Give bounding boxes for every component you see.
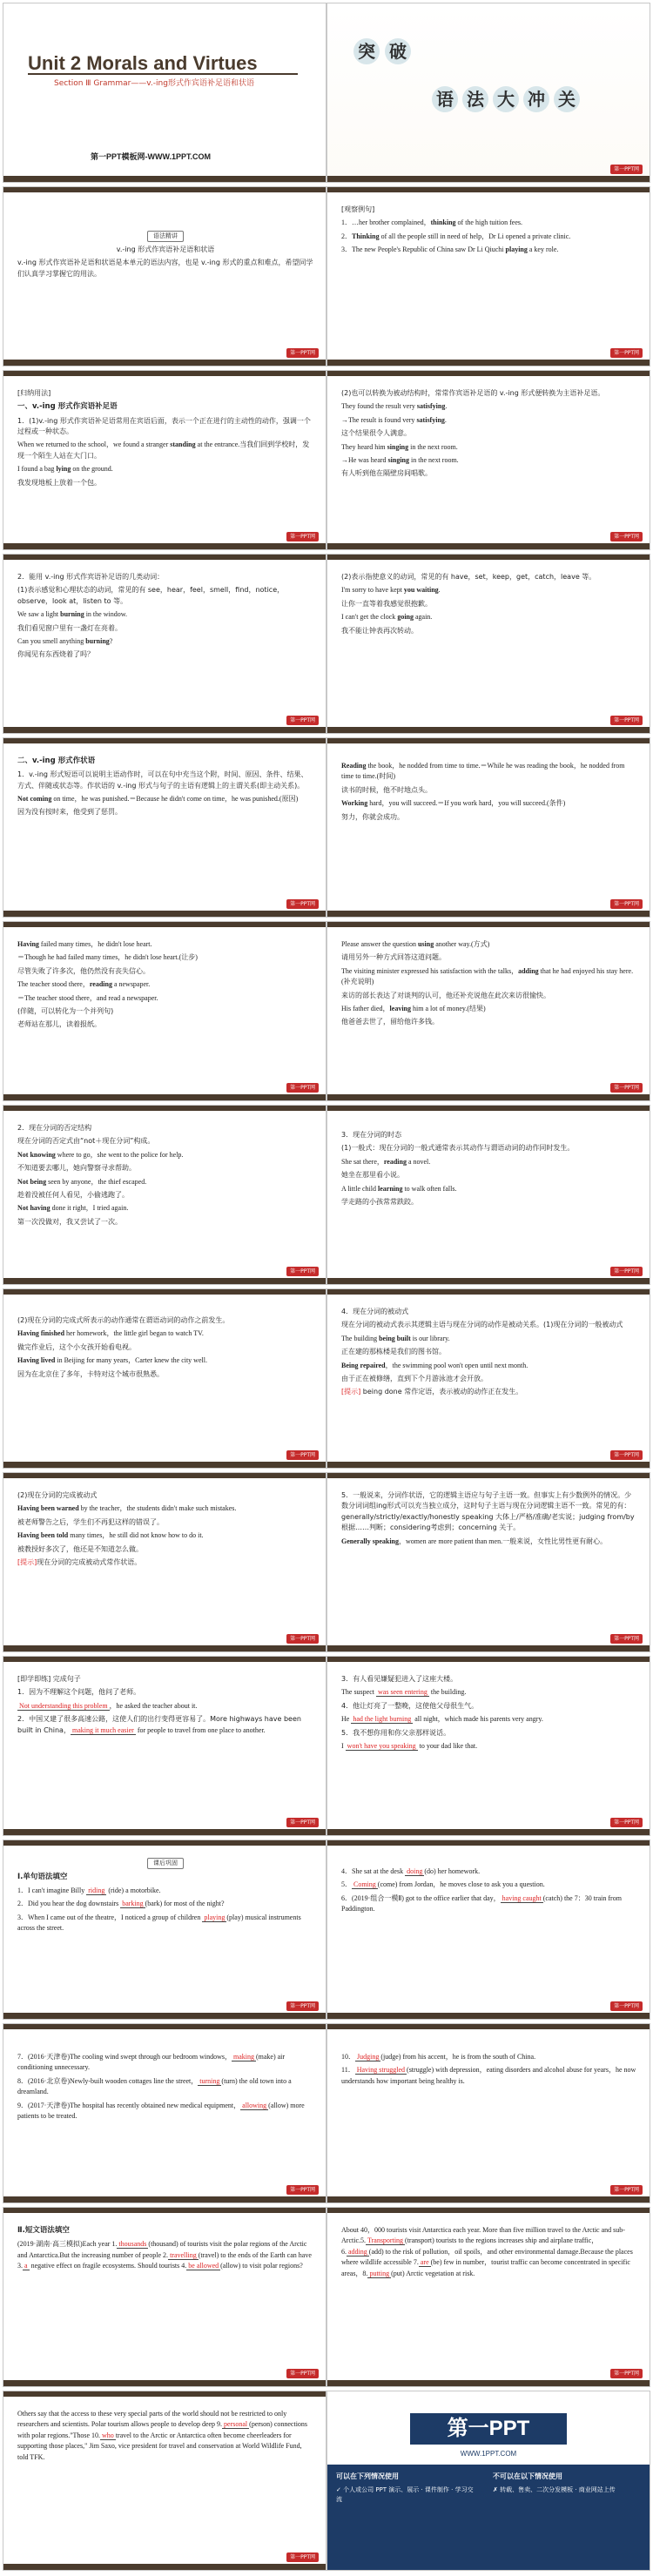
- example-sentence: 2．Thinking of all the people still in need of help，Dr Li opened a private clinic.: [341, 232, 571, 240]
- subheading: 一、v.-ing 形式作宾语补足语: [17, 402, 118, 412]
- char-circle: 破: [385, 38, 411, 64]
- translation: 因为在北京住了多年，卡特对这个城市很熟悉。: [17, 1369, 164, 1378]
- question: 2．中国又建了很多高速公路，这使人们的出行变得更容易了。More highways have been built in China， making it much easier for people to travel from one place to another.: [17, 1715, 301, 1734]
- hero-background: [327, 3, 650, 182]
- example-sentence: I found a bag lying on the ground.: [17, 465, 113, 474]
- bottom-bar: [327, 2196, 650, 2203]
- bottom-bar: [3, 2196, 326, 2203]
- bottom-bar: [3, 543, 326, 549]
- example-sentence: Being repaired，the swimming pool won't open until next month.: [341, 1361, 528, 1369]
- translation: 做完作业后，这个小女孩开始看电视。: [17, 1342, 136, 1351]
- example-sentence: Having failed many times，he didn't lose heart.: [17, 940, 152, 948]
- brand-tag: 第一PPT网: [610, 2369, 643, 2378]
- brand-tag: 第一PPT网: [610, 532, 643, 541]
- brand-tag: 第一PPT网: [286, 1818, 319, 1827]
- top-bar: [3, 2391, 326, 2397]
- translation: 让你一直等着我感觉很抱歉。: [341, 599, 432, 608]
- slide-usage-1: [3, 371, 326, 549]
- brand-tag: 第一PPT网: [286, 532, 319, 541]
- brand-tag: 第一PPT网: [610, 1450, 643, 1460]
- bottom-bar: [327, 1829, 650, 1835]
- top-bar: [327, 1657, 650, 1662]
- paragraph: 1．(1)v.-ing 形式作宾语补足语常用在宾语后面，表示一个正在进行的主动性的动作，强调一个过程或一种状态。: [17, 416, 311, 435]
- brand-tag: 第一PPT网: [286, 1083, 319, 1093]
- paragraph: (2)也可以转换为被动结构时，常常作宾语补足语的 v.-ing 形式便转换为主语补足语。: [341, 389, 605, 397]
- exercise-item: 8．(2016·北京卷)Newly-built wooden cottages line the street， turning (turn) the old town into a dreamland.: [17, 2076, 292, 2096]
- bottom-bar: [3, 2013, 326, 2019]
- bottom-bar: [3, 1094, 326, 1100]
- exercise-item: 9．(2017·天津卷)The hospital has recently obtained new medical equipment， allowing (allow) more patients to be treated.: [17, 2101, 305, 2120]
- brand-tag: 第一PPT网: [286, 1634, 319, 1644]
- site-link[interactable]: 第一PPT模板网-WWW.1PPT.COM: [91, 152, 211, 161]
- bottom-bar: [3, 1278, 326, 1284]
- note: (伴随，可以转化为一个并列句): [17, 1006, 114, 1015]
- translation: 趁着没被任何人看见，小偷逃跑了。: [17, 1190, 129, 1199]
- top-bar: [3, 187, 326, 192]
- translation: 尽管失败了许多次，他仍然没有丧失信心。: [17, 966, 150, 975]
- paragraph: 3．现在分词的时态: [341, 1131, 402, 1139]
- question: 1．因为不理解这个问题，他问了老师。: [17, 1688, 141, 1697]
- example-sentence: Can you smell anything burning?: [17, 636, 113, 645]
- passage-text: About 40，000 tourists visit Antarctica each year. More than five million travel to the Arctic and sub-Arctic.5. Transporting (transport) tourists to the regions increases ship and airplane traffic，6. adding (add) to the risk of pollution，oil spoils，and other environmental damage.Because the places where wildlife accessible 7. are (be) few in number，tourist traffic can become concentrated in specific areas，8. putting (put) Arctic vegetation at risk.: [341, 2226, 633, 2277]
- brand-tag: 第一PPT网: [610, 348, 643, 358]
- translation: 正在建的那栋楼是我们的图书馆。: [341, 1348, 446, 1356]
- answer-line: The suspect was seen entering the building.: [341, 1688, 467, 1697]
- top-bar: [3, 2024, 326, 2029]
- brand-tag: 第一PPT网: [286, 716, 319, 725]
- slide-exercise-1: [3, 1840, 326, 2019]
- translation: 因为没有按时来，他受到了惩罚。: [17, 808, 122, 817]
- slide-adverbial-2: [327, 738, 650, 917]
- paragraph: 现在分词的否定式由“not＋现在分词”构成。: [17, 1137, 155, 1146]
- top-bar: [327, 1289, 650, 1295]
- question: 5．我不想你用和你父亲那样说话。: [341, 1728, 451, 1737]
- translation: 学走路的小孩常常跌跤。: [341, 1197, 418, 1206]
- section-tab: 语法精讲: [147, 231, 184, 242]
- bottom-bar: [327, 1645, 650, 1651]
- question: 4．他让灯亮了一整晚，这使他父母很生气。: [341, 1701, 479, 1710]
- paragraph: 1．v.-ing 形式短语可以说明主语动作时，可以在句中充当这个附，时间、原因、条件、结果、方式、伴随或状态等。作状语的 v.-ing 形式与句子的主语有逻辑上的主谓关系(即主动关系)。: [17, 770, 308, 790]
- bottom-bar: [327, 1094, 650, 1100]
- top-bar: [3, 555, 326, 560]
- exercise-item: 5． Coming (come) from Jordan，he moves close to ask you a question.: [341, 1880, 545, 1889]
- slide-passage-3: [3, 2391, 326, 2570]
- top-bar: [327, 2024, 650, 2029]
- slide-passive: [327, 1289, 650, 1468]
- example-sentence: Not being seen by anyone，the thief escaped.: [17, 1177, 147, 1186]
- translation: 读书的时候，他不时地点头。: [341, 785, 432, 794]
- example-sentence: His father died，leaving him a lot of money.(结果): [341, 1004, 486, 1012]
- bottom-bar: [3, 1829, 326, 1835]
- question: 3．有人看见嫌疑犯进入了这座大楼。: [341, 1675, 458, 1683]
- paragraph: (2)现在分词的完成式所表示的动作通常在谓语动词的动作之前发生。: [17, 1316, 230, 1324]
- top-bar: [3, 1657, 326, 1662]
- bottom-bar: [327, 2013, 650, 2019]
- translation: 有人听到他在隔壁房间唱歌。: [341, 469, 432, 478]
- slide-adverbial-1: [3, 738, 326, 917]
- translation: 请用另外一种方式回答这道问题。: [341, 953, 446, 962]
- char-circle: 语: [432, 86, 458, 112]
- slide-adverbial-4: [327, 922, 650, 1100]
- top-bar: [327, 738, 650, 743]
- slide-verbs-1: [3, 555, 326, 733]
- subheading: Ⅱ.短文语法填空: [17, 2226, 70, 2235]
- slide-title: [3, 3, 326, 182]
- paragraph: 5．一般说来，分词作状语，它的逻辑主语应与句子主语一致。但事实上有少数例外的情况。少数分词词组ing形式可以充当独立成分，这时句子主语与现在分词逻辑主语不一致。常见的有：generally/strictly/exactly/honestly speaking 大体上/严格/准确/老实说；judging from/by根据……判断；considering考虑到；concerning 关于。: [341, 1491, 635, 1532]
- paragraph: 2．现在分词的否定结构: [17, 1124, 92, 1132]
- example-sentence: I'm sorry to have kept you waiting.: [341, 586, 441, 595]
- paragraph: (1)一般式：现在分词的一般式通常表示其动作与谓语动词的动作同时发生。: [341, 1144, 575, 1153]
- top-bar: [3, 2208, 326, 2213]
- example-sentence: Having been warned by the teacher，the students didn't make such mistakes.: [17, 1504, 237, 1513]
- example-sentence: ＝The teacher stood there，and read a newspaper.: [17, 993, 158, 1002]
- translation: 努力，你就会成功。: [341, 812, 404, 821]
- slide-passage-1: [3, 2208, 326, 2386]
- bottom-bar: [327, 176, 650, 182]
- example-sentence: Please answer the question using another way.(方式): [341, 940, 490, 948]
- slide-perfect: [3, 1289, 326, 1468]
- example-sentence: The teacher stood there，reading a newspaper.: [17, 980, 151, 989]
- brand-tag: 第一PPT网: [286, 2369, 319, 2378]
- bottom-bar: [3, 2564, 326, 2570]
- translation: 老师站在那儿，读着报纸。: [17, 1020, 101, 1029]
- usage-forbidden-heading: 不可以在以下情况使用: [493, 2472, 562, 2480]
- bottom-bar: [3, 1462, 326, 1468]
- slide-exercise-3: [3, 2024, 326, 2203]
- top-bar: [3, 738, 326, 743]
- example-sentence: The visiting minister expressed his satisfaction with the talks，adding that he had enjoyed his stay here.(补充说明): [341, 966, 634, 986]
- top-bar: [327, 555, 650, 560]
- brand-tag: 第一PPT网: [610, 1634, 643, 1644]
- slide-tense: [327, 1106, 650, 1284]
- example-sentence: Having been told many times，he still did not know how to do it.: [17, 1531, 204, 1540]
- translation: 被教授好多次了，他还是不知道怎么做。: [17, 1544, 143, 1553]
- top-bar: [3, 1473, 326, 1478]
- slide-negative: [3, 1106, 326, 1284]
- brand-tag: 第一PPT网: [286, 2185, 319, 2195]
- translation: 第一次没做对，我又尝试了一次。: [17, 1217, 122, 1226]
- example-sentence: 3．The new People's Republic of China saw Dr Li Qiuchi playing a key role.: [341, 245, 559, 254]
- example-sentence: We saw a light burning in the window.: [17, 610, 127, 619]
- example-sentence: ＝Though he had failed many times，he didn't lose heart.(让步): [17, 953, 198, 962]
- answer-line: Not understanding this problem ，he asked the teacher about it.: [19, 1701, 198, 1710]
- brand-tag: 第一PPT网: [610, 2001, 643, 2011]
- slide-practice-2: [327, 1657, 650, 1835]
- slide-brand: [327, 2391, 650, 2570]
- heading: [观察例句]: [341, 205, 375, 213]
- brand-tag: 第一PPT网: [610, 1818, 643, 1827]
- example-sentence: →He was heard singing in the next room.: [341, 455, 459, 464]
- top-bar: [327, 1473, 650, 1478]
- subheading: Ⅰ.单句语法填空: [17, 1872, 68, 1881]
- top-bar: [3, 1289, 326, 1295]
- exercise-item: 3．When I came out of the theatre，I noticed a group of children playing (play) musical instruments across the street.: [17, 1913, 301, 1933]
- exercise-item: 10． Judging (judge) from his accent，he is from the south of China.: [341, 2053, 536, 2061]
- brand-tag: 第一PPT网: [610, 1267, 643, 1276]
- example-sentence: A little child learning to walk often falls.: [341, 1184, 457, 1193]
- top-bar: [327, 922, 650, 927]
- slide-breakthrough: [327, 3, 650, 182]
- brand-tag: 第一PPT网: [286, 1267, 319, 1276]
- brand-tag: 第一PPT网: [286, 348, 319, 358]
- paragraph: 4．现在分词的被动式: [341, 1308, 409, 1315]
- bottom-bar: [3, 1645, 326, 1651]
- example-sentence: I can't get the clock going again.: [341, 613, 433, 622]
- slide-passage-2: [327, 2208, 650, 2386]
- brand-tag: 第一PPT网: [286, 1450, 319, 1460]
- brand-tag: 第一PPT网: [286, 2001, 319, 2011]
- top-bar: [3, 1106, 326, 1111]
- exercise-item: 2．Did you hear the dog downstairs barking (bark) for most of the night?: [17, 1900, 225, 1908]
- example-sentence: Not coming on time，he was punished.＝Because he didn't come on time，he was punished.(原因): [17, 794, 299, 803]
- slide-exercise-2: [327, 1840, 650, 2019]
- exercise-item: 7．(2016·天津卷)The cooling wind swept through our bedroom windows， making (make) air conditioning unnecessary.: [17, 2053, 286, 2072]
- brand-tag: 第一PPT网: [610, 716, 643, 725]
- char-circle: 突: [353, 38, 380, 64]
- example-sentence: Not knowing where to go，she went to the police for help.: [17, 1150, 184, 1159]
- usage-allowed-heading: 可以在下列情况使用: [336, 2472, 399, 2480]
- tip-note: [提示] being done 常作定语，表示被动的动作正在发生。: [341, 1388, 523, 1396]
- brand-tag: 第一PPT网: [610, 165, 643, 174]
- example-sentence: They heard him singing in the next room.: [341, 442, 458, 451]
- example-sentence: She sat there，reading a novel.: [341, 1157, 431, 1166]
- bottom-bar: [327, 1278, 650, 1284]
- brand-tag: 第一PPT网: [610, 1083, 643, 1093]
- char-circle: 大: [493, 86, 519, 112]
- top-bar: [327, 187, 650, 192]
- translation: 他爸爸去世了，留给他许多钱。: [341, 1018, 439, 1026]
- translation: 你闻见有东西烧着了吗？: [17, 650, 94, 659]
- char-circle: 关: [554, 86, 580, 112]
- exercise-item: 4．She sat at the desk doing (do) her homework.: [341, 1867, 481, 1875]
- example-sentence: Reading the book，he nodded from time to time.＝While he was reading the book，he nodded from time to time.(时间): [341, 762, 625, 781]
- bottom-bar: [327, 1462, 650, 1468]
- paragraph: 2．能用 v.-ing 形式作宾语补足语的几类动词：: [17, 573, 165, 581]
- top-bar: [3, 371, 326, 376]
- answer-line: I won't have you speaking to your dad like that.: [341, 1741, 478, 1750]
- bottom-bar: [327, 911, 650, 917]
- bottom-bar: [3, 911, 326, 917]
- brand-tag: 第一PPT网: [610, 899, 643, 909]
- title-divider: [28, 73, 298, 75]
- paragraph: (1)表示感觉和心理状态的动词，常见的有 see，hear，feel，smell，find，notice，observe，look at，listen to 等。: [17, 586, 285, 605]
- top-bar: [3, 1840, 326, 1846]
- translation: 这个结果很令人满意。: [341, 429, 411, 438]
- top-bar: [327, 1840, 650, 1846]
- usage-allowed-text: ✓ 个人或公司 PPT 演示、展示 · 课件制作 · 学习交流: [336, 2486, 474, 2504]
- exercise-item: 1．I can't imagine Billy riding (ride) a motorbike.: [17, 1887, 161, 1895]
- example-sentence: When we returned to the school，we found a stranger standing at the entrance.当我们回到学校时，发现一个陌生人站在大门口。: [17, 441, 310, 460]
- example-sentence: The building being built is our library.: [341, 1334, 450, 1342]
- section-subtitle: Section Ⅲ Grammar——v.-ing形式作宾语补足语和状语: [54, 79, 254, 88]
- tip-note: [提示]现在分词的完成被动式常作状语。: [17, 1557, 142, 1566]
- example-sentence: Having finished her homework，the little girl began to watch TV.: [17, 1329, 204, 1338]
- top-bar: [327, 2208, 650, 2213]
- example-sentence: Working hard，you will succeed.＝If you work hard，you will succeed.(条件): [341, 799, 566, 808]
- char-circle: 法: [462, 86, 488, 112]
- brand-logo: 第一PPT: [410, 2413, 567, 2445]
- brand-tag: 第一PPT网: [286, 2552, 319, 2562]
- bottom-bar: [327, 360, 650, 366]
- usage-band: [327, 2465, 650, 2570]
- exercise-item: 11． Having struggled (struggle) with depression，eating disorders and alcohol abuse for years，he now understands how important being healthy is.: [341, 2066, 636, 2085]
- bottom-bar: [3, 176, 326, 182]
- bottom-bar: [327, 543, 650, 549]
- translation: 不知道要去哪儿，她向警察寻求帮助。: [17, 1164, 136, 1173]
- unit-title: Unit 2 Morals and Virtues: [28, 52, 258, 74]
- slide-exercise-4: [327, 2024, 650, 2203]
- char-circle: 冲: [523, 86, 549, 112]
- translation: 我不能让钟表再次转动。: [341, 626, 418, 635]
- slide-usage-2: [327, 371, 650, 549]
- slide-perfect-passive: [3, 1473, 326, 1651]
- section-tab: 课后巩固: [147, 1858, 184, 1869]
- slide-practice-1: [3, 1657, 326, 1835]
- example-sentence: They found the result very satisfying.: [341, 402, 448, 411]
- bottom-bar: [3, 727, 326, 733]
- translation: 她坐在那里看小说。: [341, 1171, 404, 1180]
- example-sentence: →The result is found very satisfying.: [341, 415, 447, 424]
- example-sentence: 1．…her brother complained，thinking of the high tuition fees.: [341, 219, 522, 227]
- translation: 被老师警告之后，学生们不再犯这样的错误了。: [17, 1517, 164, 1526]
- brand-url[interactable]: WWW.1PPT.COM: [460, 2450, 517, 2458]
- brand-tag: 第一PPT网: [286, 899, 319, 909]
- translation: 由于正在被修缮，直到下个月游泳池才会开放。: [341, 1374, 488, 1382]
- example-sentence: Generally speaking，women are more patient than men.一般来说，女性比男性更有耐心。: [341, 1537, 608, 1545]
- translation: 来访的部长表达了对谈判的认可，他还补充说他在此次来访很愉快。: [341, 991, 550, 999]
- translation: 我们看见窗户里有一盏灯在亮着。: [17, 623, 122, 632]
- bottom-bar: [327, 727, 650, 733]
- slide-observe-examples: [327, 187, 650, 366]
- translation: 我发现地板上放着一个包。: [17, 478, 101, 487]
- top-bar: [3, 922, 326, 927]
- bottom-bar: [327, 2380, 650, 2386]
- slide-independent: [327, 1473, 650, 1651]
- top-bar: [327, 1106, 650, 1111]
- usage-forbidden-text: ✗ 转载、售卖、二次分发模板 · 商业网站上传: [493, 2486, 616, 2494]
- passage-text: Others say that the access to these very special parts of the world should not be restricted to only researchers and scientists. Polar tourism allows people to develop deep 9. personal (person) connections with polar regions."Those 10. who travel to the Arctic or Antarctica often become cheerleaders for supporting those places," Jim Saxo, vice president for travel and conservation at World Wildlife Fund, told TFK.: [17, 2410, 308, 2461]
- paragraph: v.-ing 形式作宾语补足语和状语是本单元的语法内容，也是 v.-ing 形式的重点和难点，希望同学们认真学习掌握它的用法。: [17, 259, 313, 278]
- slide-grammar-intro: [3, 187, 326, 366]
- exercise-item: 6．(2019·组合一模Ⅱ) got to the office earlier that day， having caught (catch) the 7：30 train from Paddington.: [341, 1893, 622, 1914]
- answer-line: He had the light burning all night，which made his parents very angry.: [341, 1715, 543, 1724]
- slide-adverbial-3: [3, 922, 326, 1100]
- example-sentence: Having lived in Beijing for many years，Carter knew the city well.: [17, 1356, 207, 1365]
- top-bar: [327, 371, 650, 376]
- example-sentence: Not having done it right，I tried again.: [17, 1204, 129, 1213]
- slide-verbs-2: [327, 555, 650, 733]
- section-heading: v.-ing 形式作宾语补足语和状语: [116, 245, 215, 253]
- paragraph: 现在分词的被动式表示其逻辑主语与现在分词的动作是被动关系。(1)现在分词的一般被动式: [341, 1321, 623, 1329]
- heading: [归纳用法]: [17, 389, 51, 397]
- passage-text: (2019·湖南·高三模拟)Each year 1. thousands (thousand) of tourists visit the polar regions of the Arctic and Antarctica.But the increasing number of people 2. travelling (travel) to the ends of the Earth can have 3. a negative effect on fragile ecosystems. Should tourists 4. be allowed (allow) to visit polar regions?: [17, 2240, 312, 2270]
- subheading: 二、v.-ing 形式作状语: [17, 757, 96, 765]
- paragraph: (2)现在分词的完成被动式: [17, 1491, 98, 1499]
- paragraph: (2)表示指使意义的动词，常见的有 have，set，keep，get，catch，leave 等。: [341, 573, 596, 581]
- bottom-bar: [3, 360, 326, 366]
- brand-tag: 第一PPT网: [610, 2185, 643, 2195]
- bottom-bar: [3, 2380, 326, 2386]
- heading: [即学即练] 完成句子: [17, 1675, 81, 1683]
